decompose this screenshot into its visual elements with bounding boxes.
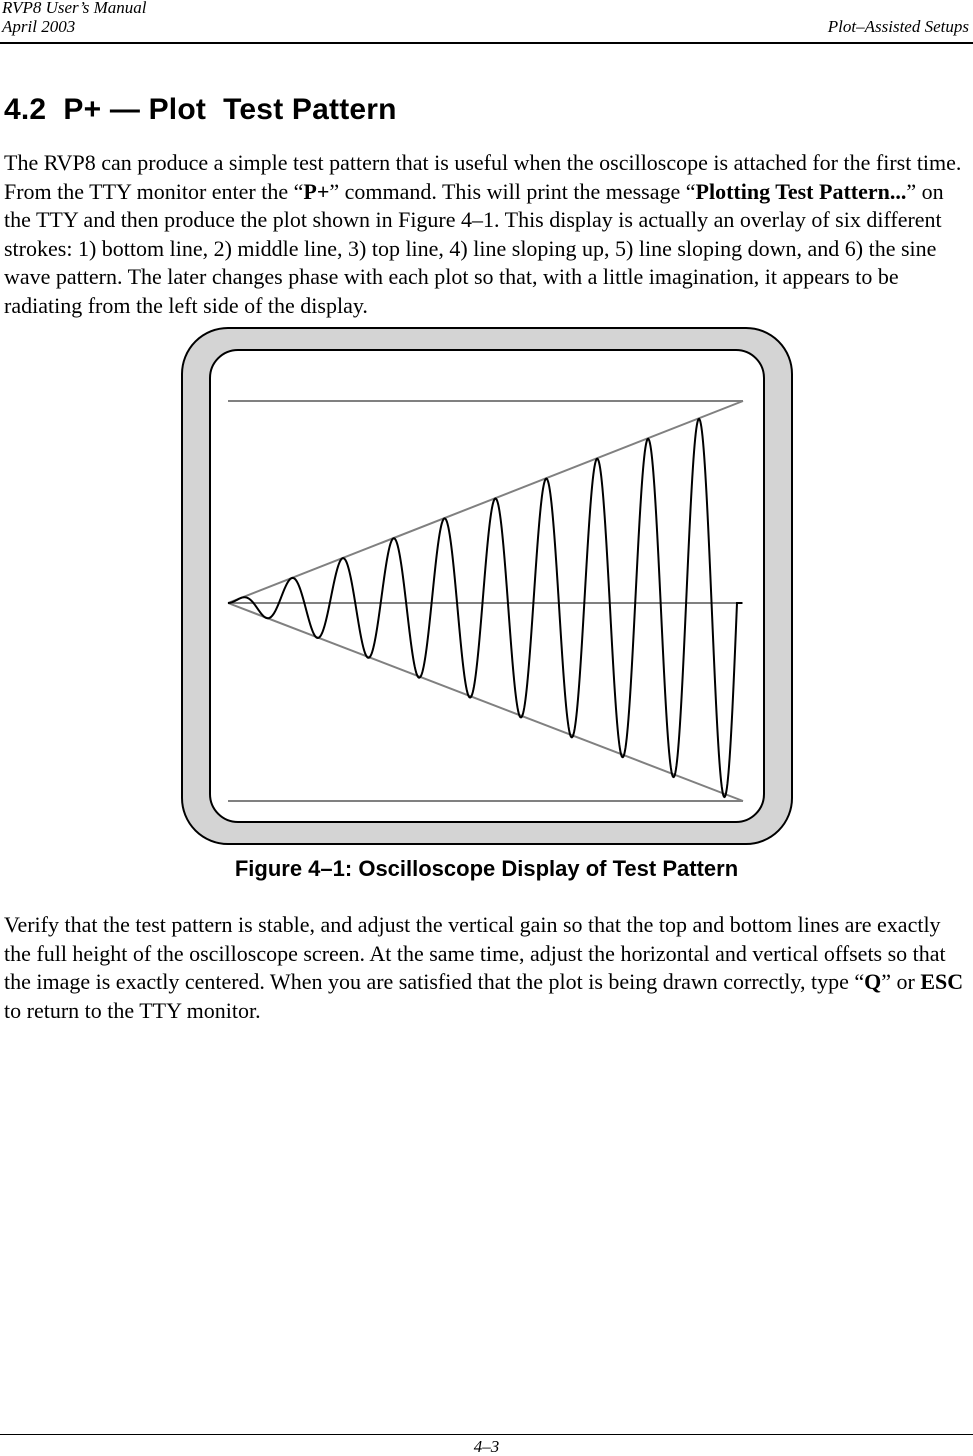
page-number: 4–3 <box>473 1437 500 1456</box>
verify-text-3: to return to the TTY monitor. <box>4 997 261 1023</box>
oscilloscope-display <box>180 326 794 846</box>
verify-text-1: Verify that the test pattern is stable, and adjust the vertical gain so that the top and bottom lines are exactly the full height of the oscilloscope screen. At the same time, adjust the horizontal and vertical offsets so that the image is exactly centered. When you are satisfied that the plot is being drawn correctly, type “ <box>4 912 946 994</box>
section-title: P+ — Plot Test Pattern <box>63 93 397 126</box>
header-manual-name: RVP8 User’s Manual <box>2 0 147 17</box>
key-esc: ESC <box>920 969 964 994</box>
header-chapter: Plot–Assisted Setups <box>827 17 969 36</box>
intro-text-1: The RVP8 can produce a simple test pattern that is useful when the oscilloscope is attached for the first time. From the TTY monitor enter the “ <box>4 150 962 204</box>
oscilloscope-screen <box>210 350 764 822</box>
section-number: 4.2 <box>4 93 47 126</box>
tty-message: Plotting Test Pattern... <box>695 178 907 204</box>
intro-text-2: ” command. This will print the message “ <box>329 178 696 204</box>
verify-paragraph <box>4 911 972 1025</box>
section-heading <box>4 92 397 128</box>
figure-caption: Figure 4–1: Oscilloscope Display of Test Pattern <box>234 856 739 881</box>
intro-paragraph <box>4 149 972 320</box>
intro-text-3: ” on the TTY and then produce the plot shown in Figure 4–1. This display is actually an overlay of six different strokes: 1) bottom line, 2) middle line, 3) top line, 4) line sloping up, 5) line sloping down, and 6) the sine wave pattern. The later changes phase with each plot so that, with a little imagination, it appears to be radiating from the left side of the display. <box>4 178 944 318</box>
key-q: Q <box>864 969 882 994</box>
header-rule <box>0 42 973 44</box>
command-p-plus: P+ <box>303 178 330 204</box>
footer-rule <box>0 1434 973 1435</box>
header-date: April 2003 <box>2 17 76 36</box>
header-manual-title <box>2 0 147 36</box>
verify-text-2: ” or <box>881 969 921 994</box>
oscilloscope-figure <box>180 326 794 846</box>
